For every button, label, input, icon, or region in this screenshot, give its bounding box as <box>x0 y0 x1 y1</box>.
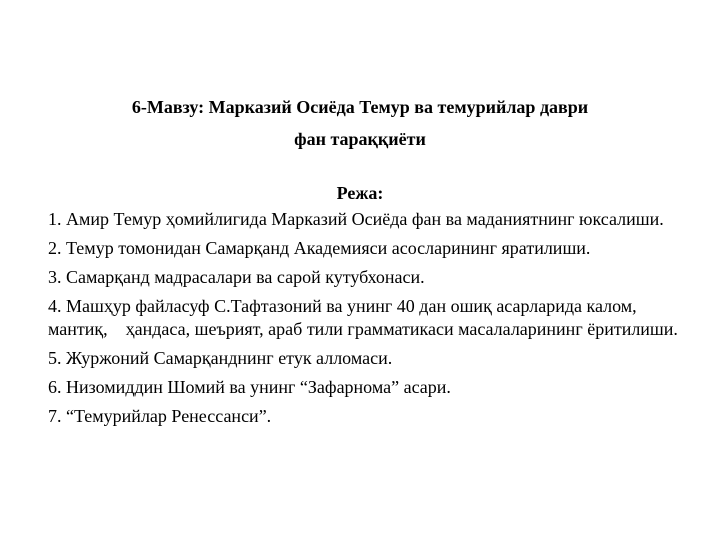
plan-item-7: 7. “Темурийлар Ренессанси”. <box>48 406 272 426</box>
plan-item-3: 3. Самарқанд мадрасалари ва сарой кутубхонаси. <box>48 267 425 287</box>
plan-item-1: 1. Амир Темур ҳомийлигида Марказий Осиёда фан ва маданиятнинг юксалиши. <box>48 209 664 229</box>
plan-item-6: 6. Низомиддин Шомий ва унинг “Зафарнома” асари. <box>48 377 451 397</box>
plan-item-2: 2. Темур томонидан Самарқанд Академияси асосларининг яратилиши. <box>48 238 591 258</box>
plan-list <box>48 208 688 434</box>
page-title-continuation: фан тараққиёти <box>294 129 426 149</box>
plan-item-5: 5. Журжоний Самарқанднинг етук алломаси. <box>48 348 393 368</box>
page-title: 6-Мавзу: Марказий Осиёда Темур ва темурийлар даври <box>131 97 589 117</box>
plan-item-4: 4. Машҳур файласуф С.Тафтазоний ва унинг 40 дан ошиқ асарларида калом, мантиқ, ҳандаса, шеърият, араб тили грамматикаси масалаларининг ёритилиши. <box>48 296 678 339</box>
plan-heading: Режа: <box>336 183 384 203</box>
